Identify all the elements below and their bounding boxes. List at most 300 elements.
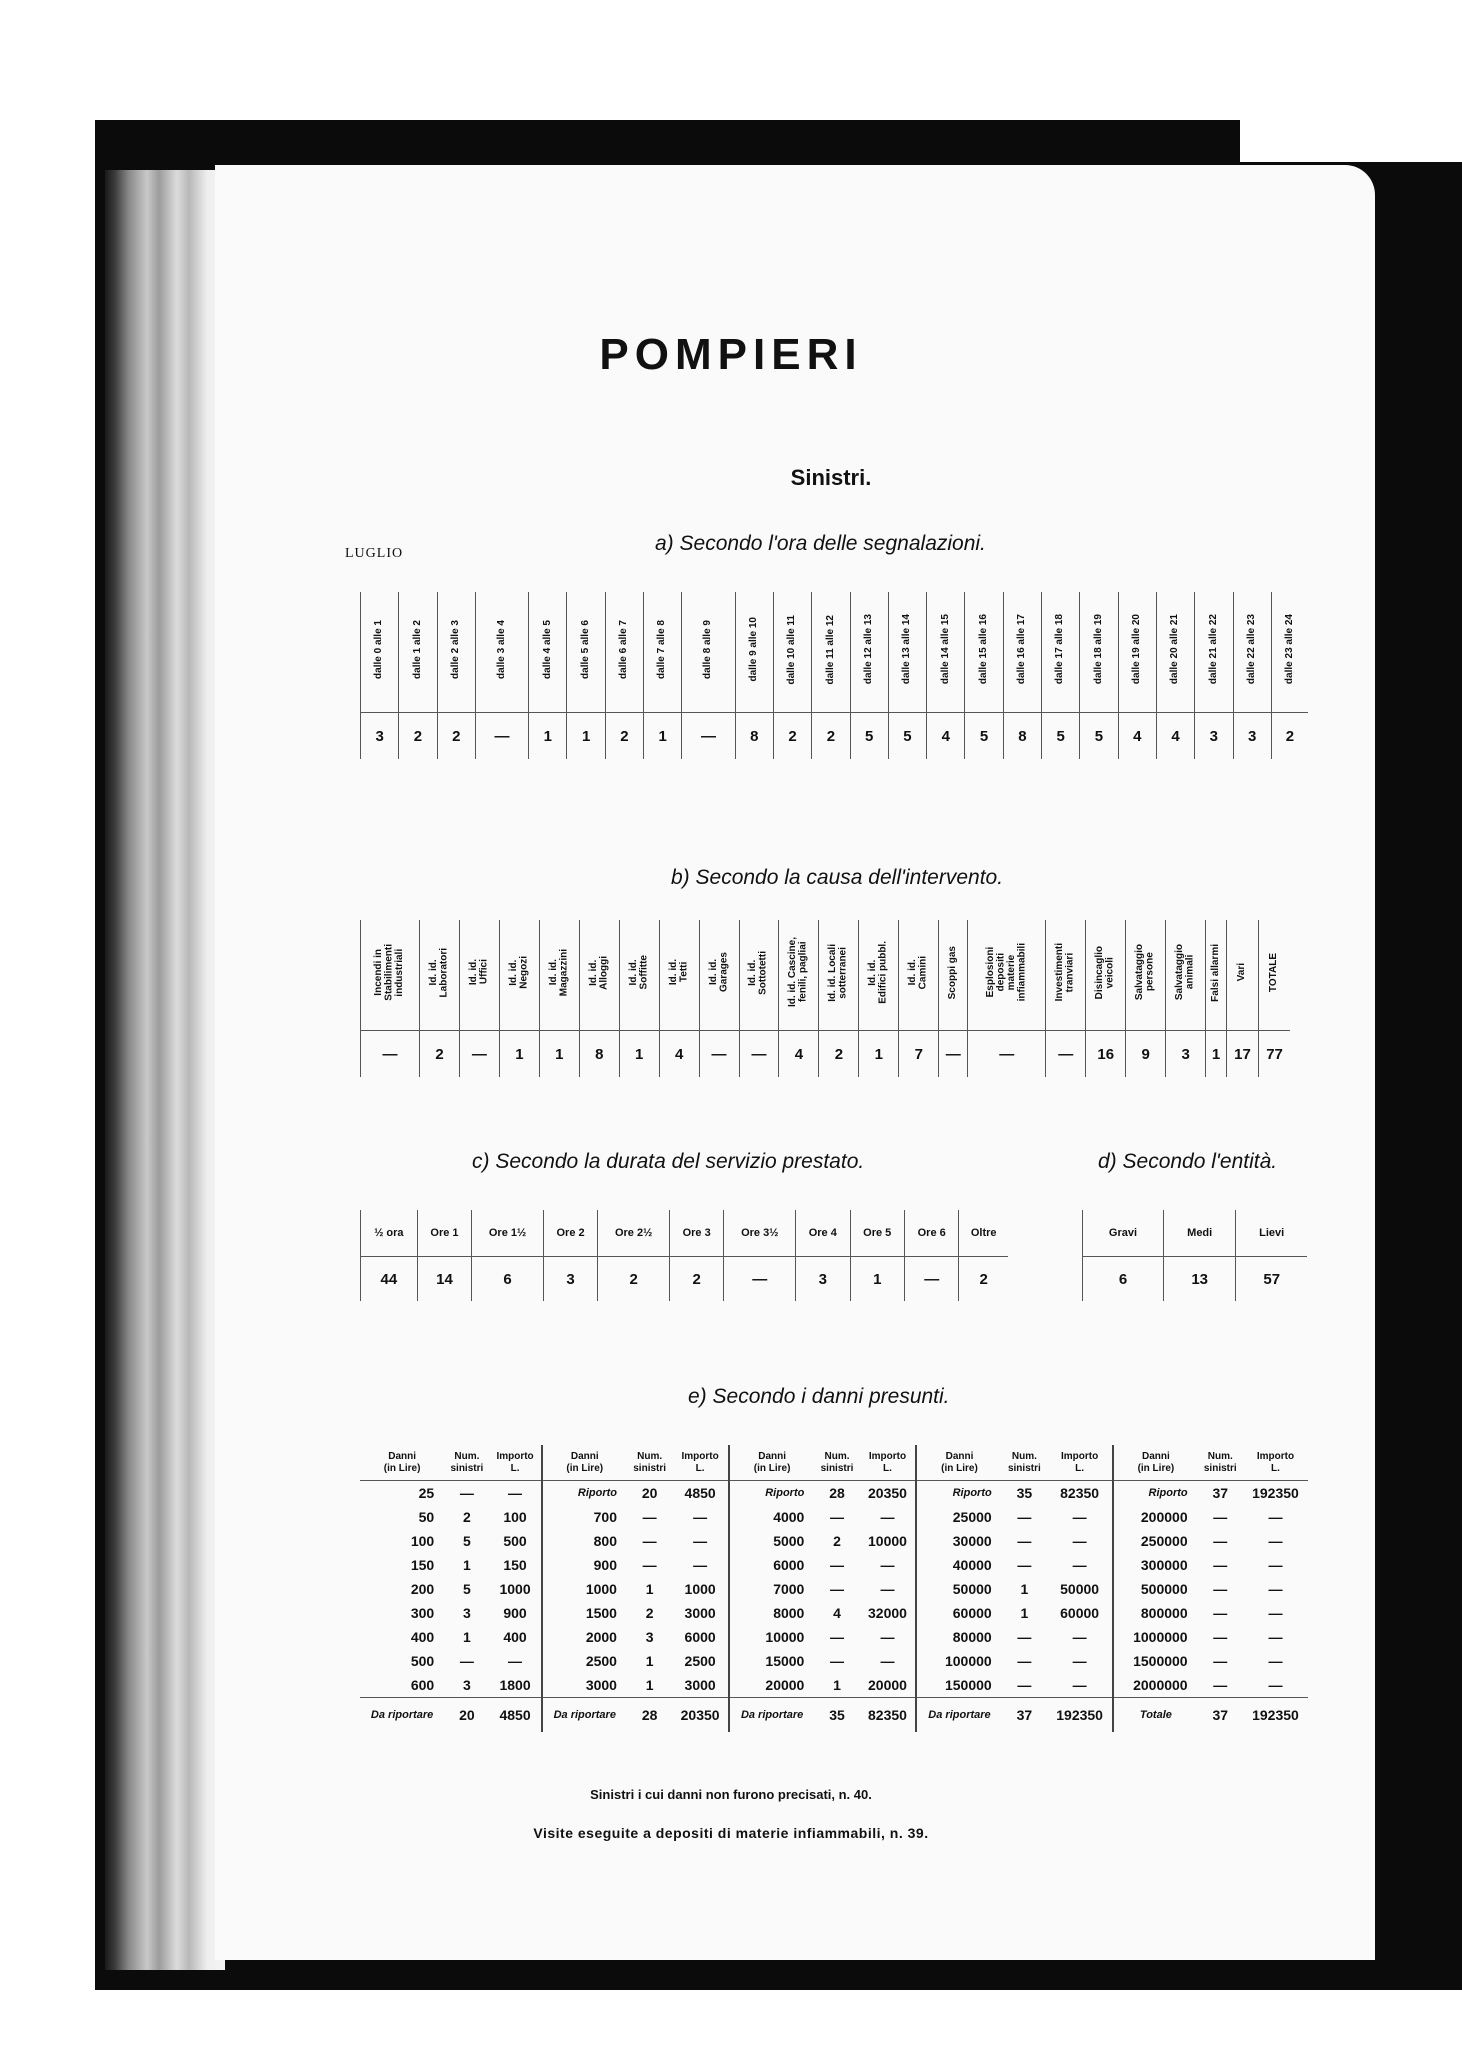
column-header-label: TOTALE: [1268, 952, 1280, 993]
damages-cell: 1: [645, 1653, 654, 1669]
damages-footer-cell: 37: [1002, 1698, 1047, 1733]
damages-cell: 50: [418, 1509, 435, 1525]
damages-cell: 25000: [952, 1509, 992, 1525]
damages-cell: 900: [593, 1557, 617, 1573]
column-header: Ore 2: [543, 1210, 597, 1257]
book-page-edges: [105, 170, 225, 1970]
column-header: [605, 592, 643, 713]
damages-cell: 800000: [1140, 1605, 1188, 1621]
column-header: [859, 920, 899, 1031]
section-c-heading: c) Secondo la durata del servizio prestato.: [472, 1150, 865, 1173]
hourly-table: [360, 592, 1308, 759]
column-value: 1: [567, 713, 605, 760]
column-header: ½ ora: [361, 1210, 418, 1257]
damages-cell: 6000: [672, 1625, 729, 1649]
column-header: [499, 920, 539, 1031]
damages-cell: 1: [1020, 1581, 1029, 1597]
damages-cell: 2000000: [1133, 1677, 1188, 1693]
column-value: 17: [1226, 1031, 1258, 1078]
damages-cell: 50000: [952, 1581, 992, 1597]
damages-cell: 8000: [773, 1605, 805, 1621]
damages-cell: —: [860, 1553, 917, 1577]
damages-cell: 40000: [952, 1557, 992, 1573]
damages-cell: —: [860, 1649, 917, 1673]
column-value: 2: [669, 1257, 723, 1302]
column-value: 44: [361, 1257, 418, 1302]
column-header-label: dalle 8 alle 9: [702, 620, 714, 679]
damages-header: Danni (in Lire): [542, 1445, 627, 1481]
column-header: [361, 592, 399, 713]
damages-cell: 500: [490, 1529, 542, 1553]
damages-cell: 3000: [672, 1601, 729, 1625]
damages-cell: —: [1268, 1557, 1283, 1573]
damages-cell: —: [1017, 1629, 1032, 1645]
column-value: 1: [1206, 1031, 1227, 1078]
column-header: [699, 920, 739, 1031]
scan-border-notch: [1240, 120, 1462, 162]
damages-cell: —: [860, 1577, 917, 1601]
column-header: Medi: [1163, 1210, 1235, 1257]
damages-cell: 300: [410, 1605, 435, 1621]
column-header-label: Id. id. Soffitte: [627, 955, 650, 990]
column-value: 6: [1083, 1257, 1164, 1302]
damages-cell: 400: [410, 1629, 435, 1645]
column-header: [1271, 592, 1308, 713]
column-header-label: dalle 7 alle 8: [656, 620, 668, 679]
damages-cell: 3000: [672, 1673, 729, 1698]
column-header-label: Id. id. Edifici pubbl.: [867, 941, 889, 1004]
damages-cell: 1: [462, 1557, 471, 1573]
damages-cell: 15000: [765, 1653, 805, 1669]
column-header: [529, 592, 567, 713]
damages-cell: 3000: [585, 1677, 617, 1693]
damages-cell: 4: [833, 1605, 841, 1621]
column-value: 7: [899, 1031, 939, 1078]
column-value: —: [459, 1031, 499, 1078]
damages-header: Importo L.: [1047, 1445, 1113, 1481]
column-header: Ore 4: [796, 1210, 850, 1257]
damages-cell: —: [1047, 1505, 1113, 1529]
damages-cell: 900: [490, 1601, 542, 1625]
damages-cell: —: [1213, 1605, 1228, 1621]
damages-row: [360, 1649, 1308, 1673]
damages-footer-cell: 20350: [672, 1698, 729, 1733]
column-value: —: [361, 1031, 420, 1078]
damages-cell: 192350: [1252, 1485, 1299, 1501]
column-header-label: dalle 2 alle 3: [449, 620, 461, 679]
column-value: 2: [598, 1257, 670, 1302]
column-header: [1195, 592, 1233, 713]
damages-header: Importo L.: [1243, 1445, 1308, 1481]
damages-cell: 100: [490, 1505, 542, 1529]
damages-row: [360, 1673, 1308, 1698]
damages-cell: 1000000: [1133, 1629, 1188, 1645]
damages-footer-cell: Totale: [1113, 1698, 1197, 1733]
damages-cell: 1: [1020, 1605, 1029, 1621]
damages-cell: —: [830, 1653, 844, 1669]
damages-cell: 150: [490, 1553, 542, 1577]
damages-cell: —: [672, 1529, 729, 1553]
column-header: [739, 920, 779, 1031]
section-a-heading: a) Secondo l'ora delle segnalazioni.: [655, 532, 986, 555]
column-header-label: dalle 6 alle 7: [618, 620, 630, 679]
damages-header: Num. sinistri: [627, 1445, 672, 1481]
column-value: 2: [420, 1031, 460, 1078]
column-header-label: Id. id. Alloggi: [587, 955, 610, 990]
column-value: —: [939, 1031, 968, 1078]
column-value: 2: [812, 713, 850, 760]
damages-cell: 50000: [1047, 1577, 1113, 1601]
column-header-label: Vari: [1236, 963, 1248, 982]
column-header: [965, 592, 1003, 713]
column-value: 5: [1080, 713, 1118, 760]
damages-cell: 250000: [1140, 1533, 1188, 1549]
column-value: —: [739, 1031, 779, 1078]
duration-table: [360, 1210, 1008, 1301]
column-header: [1126, 920, 1166, 1031]
damages-footer-cell: 20: [444, 1698, 489, 1733]
damages-cell: —: [642, 1557, 657, 1573]
damages-cell: Riporto: [952, 1487, 992, 1499]
column-value: 2: [399, 713, 437, 760]
column-value: —: [682, 713, 735, 760]
damages-cell: Riporto: [765, 1487, 805, 1499]
damages-cell: —: [1017, 1509, 1032, 1525]
damages-cell: —: [459, 1485, 474, 1501]
damages-footer-cell: 82350: [860, 1698, 917, 1733]
damages-cell: —: [1047, 1553, 1113, 1577]
column-header: [819, 920, 859, 1031]
column-value: —: [1046, 1031, 1086, 1078]
damages-cell: —: [1047, 1673, 1113, 1698]
column-value: 2: [1271, 713, 1308, 760]
damages-table: [360, 1445, 1308, 1732]
column-header-label: Id. id. Locali sotterranei: [827, 943, 849, 1002]
column-header: Gravi: [1083, 1210, 1164, 1257]
column-header-label: Id. id. Magazzini: [547, 948, 570, 997]
column-header: [1206, 920, 1227, 1031]
column-header: [1166, 920, 1206, 1031]
damages-cell: 4850: [672, 1481, 729, 1506]
column-value: 1: [619, 1031, 659, 1078]
damages-header: Num. sinistri: [444, 1445, 489, 1481]
column-header: [968, 920, 1046, 1031]
column-header: Ore 3: [669, 1210, 723, 1257]
column-value: 8: [579, 1031, 619, 1078]
damages-header: Num. sinistri: [814, 1445, 859, 1481]
damages-cell: 4000: [773, 1509, 805, 1525]
damages-cell: —: [1213, 1677, 1228, 1693]
damages-cell: 200000: [1140, 1509, 1188, 1525]
damages-cell: —: [672, 1505, 729, 1529]
column-header: [361, 920, 420, 1031]
damages-cell: —: [1213, 1629, 1228, 1645]
damages-row: [360, 1529, 1308, 1553]
damages-header: Num. sinistri: [1002, 1445, 1047, 1481]
damages-cell: 32000: [860, 1601, 917, 1625]
damages-row: [360, 1577, 1308, 1601]
damages-cell: 5000: [773, 1533, 805, 1549]
column-value: 1: [644, 713, 682, 760]
column-value: 1: [499, 1031, 539, 1078]
column-header: [459, 920, 499, 1031]
damages-cell: 5: [462, 1533, 471, 1549]
page-subtitle: Sinistri.: [790, 465, 872, 490]
damages-cell: 3: [462, 1677, 471, 1693]
column-value: 57: [1236, 1257, 1307, 1302]
damages-cell: 700: [593, 1509, 617, 1525]
damages-cell: 150: [410, 1557, 435, 1573]
column-value: 2: [437, 713, 475, 760]
column-header: [567, 592, 605, 713]
damages-cell: 2: [462, 1509, 471, 1525]
column-value: 3: [1195, 713, 1233, 760]
column-value: 4: [659, 1031, 699, 1078]
damages-cell: 200: [410, 1581, 435, 1597]
damages-cell: 100000: [944, 1653, 992, 1669]
column-header-label: dalle 9 alle 10: [748, 617, 760, 682]
damages-footer-cell: Da riportare: [729, 1698, 814, 1733]
damages-cell: 2: [833, 1533, 841, 1549]
column-header-label: dalle 5 alle 6: [579, 620, 591, 679]
column-value: 77: [1259, 1031, 1290, 1078]
column-header-label: dalle 19 alle 20: [1131, 614, 1142, 685]
damages-cell: —: [1268, 1677, 1283, 1693]
column-value: 13: [1163, 1257, 1235, 1302]
column-header-label: Id. id. Sottotetti: [747, 950, 769, 995]
column-header-label: dalle 20 alle 21: [1169, 614, 1181, 685]
column-header: [619, 920, 659, 1031]
column-header-label: dalle 18 alle 19: [1092, 614, 1104, 685]
column-header-label: Id. id. Laboratori: [427, 947, 450, 998]
column-value: 1: [539, 1031, 579, 1078]
column-header-label: Id. id. Negozi: [507, 956, 530, 989]
column-header-label: dalle 16 alle 17: [1016, 614, 1028, 685]
column-header-label: Id. id. Tetti: [667, 959, 690, 986]
damages-cell: 300000: [1140, 1557, 1188, 1573]
damages-cell: —: [860, 1625, 917, 1649]
damages-cell: 28: [829, 1485, 845, 1501]
unpriced-claims-note: Sinistri i cui danni non furono precisati, n. 40.: [590, 1787, 872, 1802]
column-value: 4: [1118, 713, 1156, 760]
column-header-label: dalle 4 alle 5: [541, 620, 553, 679]
column-header-label: Salvataggio animali: [1174, 944, 1196, 1001]
damages-cell: 2: [645, 1605, 654, 1621]
damages-cell: 35: [1016, 1485, 1033, 1501]
column-value: 14: [417, 1257, 471, 1302]
column-header-label: Id. id. Garages: [707, 952, 730, 993]
damages-header: Num. sinistri: [1198, 1445, 1243, 1481]
column-value: 1: [529, 713, 567, 760]
column-header-label: Id. id. Uffici: [467, 959, 490, 986]
column-header: Ore 3½: [724, 1210, 796, 1257]
column-header: [735, 592, 773, 713]
column-value: —: [724, 1257, 796, 1302]
damages-cell: 1: [645, 1581, 654, 1597]
damages-cell: 500000: [1140, 1581, 1188, 1597]
damages-cell: —: [1268, 1581, 1283, 1597]
column-header-label: Id. id. Cascine, fenili, pagliai: [787, 937, 809, 1008]
column-value: 1: [850, 1257, 904, 1302]
damages-cell: —: [1047, 1625, 1113, 1649]
column-header-label: dalle 14 alle 15: [939, 614, 951, 685]
damages-cell: 5: [462, 1581, 471, 1597]
column-header: [773, 592, 811, 713]
column-header-label: dalle 12 alle 13: [862, 614, 874, 685]
damages-header: Danni (in Lire): [1113, 1445, 1197, 1481]
column-value: —: [904, 1257, 958, 1302]
column-value: 5: [1042, 713, 1080, 760]
damages-cell: Riporto: [577, 1487, 617, 1499]
column-header: [1259, 920, 1290, 1031]
column-header-label: Falsi allarmi: [1209, 943, 1221, 1002]
damages-cell: 150000: [944, 1677, 992, 1693]
column-value: 8: [735, 713, 773, 760]
column-header-label: Incendi in Stabilimenti industriali: [373, 944, 406, 1001]
damages-header: Importo L.: [672, 1445, 729, 1481]
column-header-label: dalle 23 alle 24: [1283, 614, 1295, 685]
column-header-label: Id. id. Camini: [907, 955, 929, 990]
column-header: [644, 592, 682, 713]
damages-footer-cell: 37: [1198, 1698, 1243, 1733]
damages-cell: 1000: [585, 1581, 617, 1597]
damages-row: [360, 1601, 1308, 1625]
damages-header: Importo L.: [490, 1445, 542, 1481]
column-header: [1086, 920, 1126, 1031]
column-header-label: dalle 21 alle 22: [1207, 614, 1219, 685]
damages-cell: 82350: [1047, 1481, 1113, 1506]
column-header-label: dalle 10 alle 11: [786, 614, 798, 685]
damages-cell: 2500: [672, 1649, 729, 1673]
column-value: —: [968, 1031, 1046, 1078]
damages-cell: —: [1268, 1629, 1283, 1645]
damages-cell: —: [1047, 1649, 1113, 1673]
column-header: [927, 592, 965, 713]
damages-cell: —: [642, 1509, 657, 1525]
column-header-label: Scoppi gas: [946, 945, 958, 1000]
damages-cell: 800: [593, 1533, 617, 1549]
column-header: Lievi: [1236, 1210, 1307, 1257]
column-header: [1046, 920, 1086, 1031]
damages-row: [360, 1505, 1308, 1529]
column-value: 9: [1126, 1031, 1166, 1078]
damages-cell: Riporto: [1148, 1487, 1188, 1499]
damages-cell: —: [830, 1629, 844, 1645]
damages-footer-cell: Da riportare: [916, 1698, 1001, 1733]
column-header-label: dalle 1 alle 2: [411, 620, 423, 679]
damages-row: [360, 1625, 1308, 1649]
damages-cell: 60000: [1047, 1601, 1113, 1625]
severity-table: [1082, 1210, 1307, 1301]
column-value: 2: [773, 713, 811, 760]
column-value: 2: [959, 1257, 1008, 1302]
damages-cell: —: [459, 1653, 474, 1669]
damages-cell: 60000: [952, 1605, 992, 1621]
column-header: Ore 1½: [472, 1210, 544, 1257]
damages-cell: 1800: [490, 1673, 542, 1698]
column-header: [659, 920, 699, 1031]
damages-cell: —: [1047, 1529, 1113, 1553]
damages-footer-cell: 35: [814, 1698, 859, 1733]
damages-cell: 80000: [952, 1629, 992, 1645]
damages-cell: 2500: [585, 1653, 617, 1669]
damages-cell: 6000: [773, 1557, 805, 1573]
column-value: 5: [850, 713, 888, 760]
column-value: —: [699, 1031, 739, 1078]
damages-cell: 600: [410, 1677, 435, 1693]
column-header: [939, 920, 968, 1031]
damages-cell: 30000: [952, 1533, 992, 1549]
damages-cell: 1500: [585, 1605, 617, 1621]
column-header: [1233, 592, 1271, 713]
damages-cell: 2000: [585, 1629, 617, 1645]
damages-cell: —: [1017, 1557, 1032, 1573]
damages-cell: —: [1017, 1677, 1032, 1693]
column-value: 1: [859, 1031, 899, 1078]
cause-table: [360, 920, 1290, 1077]
column-header: [399, 592, 437, 713]
damages-cell: —: [1213, 1653, 1228, 1669]
damages-cell: 1500000: [1133, 1653, 1188, 1669]
damages-header: Danni (in Lire): [916, 1445, 1001, 1481]
column-value: 3: [1233, 713, 1271, 760]
column-value: 3: [796, 1257, 850, 1302]
damages-cell: 20000: [860, 1673, 917, 1698]
damages-cell: —: [830, 1509, 844, 1525]
damages-header: Danni (in Lire): [360, 1445, 444, 1481]
column-header: [420, 920, 460, 1031]
column-header: [579, 920, 619, 1031]
damages-footer-cell: 28: [627, 1698, 672, 1733]
damages-cell: —: [1213, 1533, 1228, 1549]
damages-footer-cell: Da riportare: [542, 1698, 627, 1733]
damages-cell: 3: [462, 1605, 471, 1621]
damages-header: Importo L.: [860, 1445, 917, 1481]
column-header-label: dalle 13 alle 14: [901, 614, 913, 685]
damages-cell: 7000: [773, 1581, 805, 1597]
damages-cell: —: [1017, 1533, 1032, 1549]
column-header: Oltre: [959, 1210, 1008, 1257]
damages-cell: 20: [641, 1485, 658, 1501]
column-value: 6: [472, 1257, 544, 1302]
column-header-label: Investimenti tranviari: [1054, 943, 1076, 1002]
damages-cell: 25: [418, 1485, 435, 1501]
column-header-label: dalle 17 alle 18: [1054, 614, 1066, 685]
damages-cell: 1000: [672, 1577, 729, 1601]
column-header: [812, 592, 850, 713]
damages-footer-cell: Da riportare: [360, 1698, 444, 1733]
damages-row: [360, 1553, 1308, 1577]
column-value: 4: [1156, 713, 1194, 760]
column-header: [539, 920, 579, 1031]
damages-header: Danni (in Lire): [729, 1445, 814, 1481]
damages-cell: —: [642, 1533, 657, 1549]
section-e-heading: e) Secondo i danni presunti.: [688, 1385, 950, 1408]
column-header: [779, 920, 819, 1031]
column-header: [437, 592, 475, 713]
column-header: Ore 1: [417, 1210, 471, 1257]
damages-cell: —: [860, 1505, 917, 1529]
column-header: [850, 592, 888, 713]
inspections-note: Visite eseguite a depositi di materie infiammabili, n. 39.: [533, 1825, 929, 1841]
column-header-label: dalle 3 alle 4: [495, 620, 507, 679]
column-value: —: [475, 713, 528, 760]
damages-cell: 1: [462, 1629, 471, 1645]
damages-cell: —: [1268, 1509, 1283, 1525]
column-value: 5: [965, 713, 1003, 760]
damages-cell: —: [490, 1649, 542, 1673]
damages-cell: 500: [410, 1653, 435, 1669]
